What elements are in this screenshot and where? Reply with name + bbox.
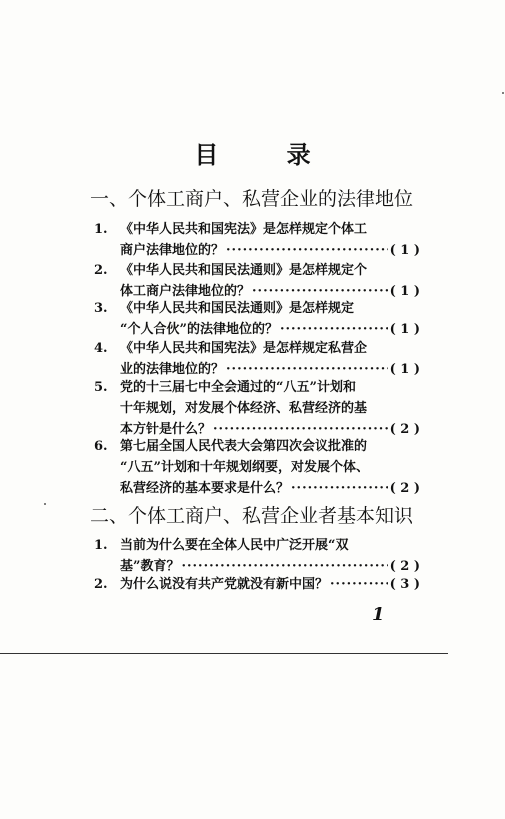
dot-leader: [280, 319, 388, 340]
toc-entry-2-1[interactable]: [80, 535, 420, 577]
page-title: 目 录: [194, 141, 341, 169]
section-heading-1: 一、个体工商户、私营企业的法律地位: [90, 188, 414, 210]
entry-text: 商户法律地位的？: [120, 243, 225, 258]
entry-text-line: 《中华人民共和国民法通则》是怎样规定: [120, 301, 355, 316]
entry-text-line: 《中华人民共和国民法通则》是怎样规定个: [120, 263, 368, 278]
entry-text-line: 党的十三届七中全会通过的“八五”计划和: [120, 380, 356, 395]
entry-text: 业的法律地位的？: [120, 362, 225, 377]
entry-text-line: [120, 478, 420, 499]
toc-entry-1-3[interactable]: [80, 298, 420, 340]
toc-entry-1-6[interactable]: [80, 436, 420, 499]
toc-entry-1-4[interactable]: [80, 338, 420, 380]
entry-text-line: [120, 574, 420, 595]
entry-text-line: 第七届全国人民代表大会第四次会议批准的: [120, 439, 368, 454]
entry-page-ref: ( 1 ): [389, 243, 420, 258]
entry-number: 1.: [94, 222, 108, 237]
entry-page-ref: ( 1 ): [389, 284, 420, 299]
entry-text-line: “八五”计划和十年规划纲要，对发展个体、: [120, 460, 369, 475]
scan-speck: [502, 92, 504, 94]
entry-number: 2.: [94, 577, 108, 592]
entry-page-ref: ( 2 ): [389, 559, 420, 574]
entry-number: 2.: [94, 263, 108, 278]
entry-text-line: 《中华人民共和国宪法》是怎样规定私营企: [120, 341, 368, 356]
entry-text-line: 《中华人民共和国宪法》是怎样规定个体工: [120, 222, 368, 237]
entry-text-line: [120, 240, 420, 261]
toc-entry-1-1[interactable]: [80, 219, 420, 261]
entry-number: 1.: [94, 538, 108, 553]
entry-number: 6.: [94, 439, 108, 454]
toc-entry-1-2[interactable]: [80, 260, 420, 302]
entry-page-ref: ( 3 ): [389, 577, 420, 592]
entry-text-line: 十年规划，对发展个体经济、私营经济的基: [120, 401, 368, 416]
dot-leader: [291, 478, 388, 499]
entry-page-ref: ( 2 ): [389, 422, 420, 437]
entry-text-line: 当前为什么要在全体人民中广泛开展“双: [120, 538, 349, 553]
dot-leader: [330, 574, 388, 595]
entry-page-ref: ( 1 ): [389, 322, 420, 337]
section-heading-2: 二、个体工商户、私营企业者基本知识: [90, 505, 414, 527]
page-number: 1: [372, 604, 385, 625]
entry-text: 本方针是什么？: [120, 422, 212, 437]
entry-page-ref: ( 1 ): [389, 362, 420, 377]
entry-number: 5.: [94, 380, 108, 395]
entry-text: “个人合伙”的法律地位的？: [120, 322, 278, 337]
entry-text: 为什么说没有共产党就没有新中国？: [120, 577, 329, 592]
entry-text: 体工商户法律地位的？: [120, 284, 251, 299]
scan-speck: [44, 503, 46, 505]
entry-number: 4.: [94, 341, 108, 356]
entry-number: 3.: [94, 301, 108, 316]
entry-text-line: [120, 319, 420, 340]
bottom-rule: [0, 653, 448, 654]
entry-text: 基”教育？: [120, 559, 180, 574]
dot-leader: [226, 240, 388, 261]
entry-page-ref: ( 2 ): [389, 481, 420, 496]
toc-entry-1-5[interactable]: [80, 377, 420, 440]
toc-entry-2-2[interactable]: [80, 574, 420, 595]
entry-text: 私营经济的基本要求是什么？: [120, 481, 290, 496]
